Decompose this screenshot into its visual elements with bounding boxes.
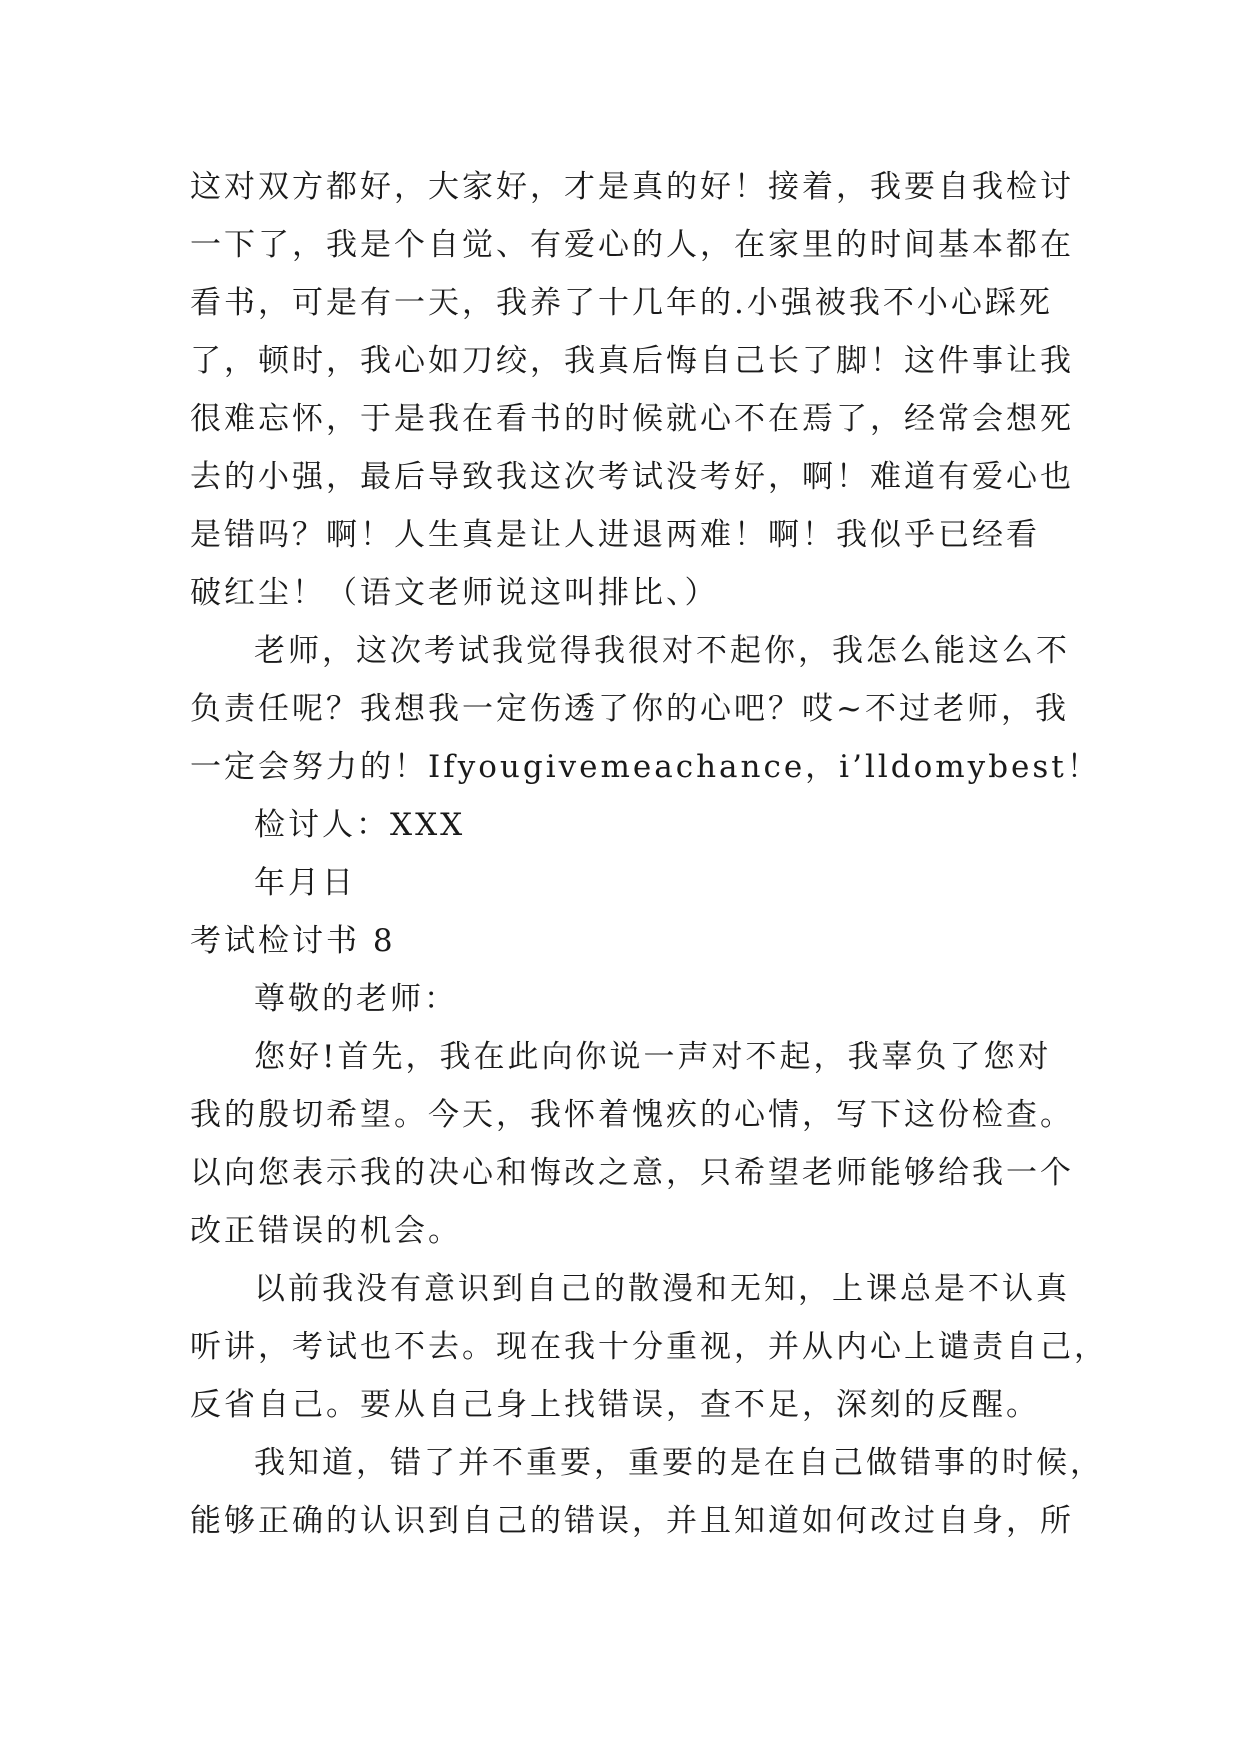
- text-line: 这对双方都好，大家好，才是真的好！接着，我要自我检讨: [190, 169, 1074, 205]
- text-line: 一下了，我是个自觉、有爱心的人，在家里的时间基本都在: [190, 227, 1074, 263]
- paragraph: [190, 1434, 1104, 1550]
- text-line: 很难忘怀，于是我在看书的时候就心不在焉了，经常会想死: [190, 401, 1074, 437]
- section-title: 考试检讨书 8: [190, 923, 396, 959]
- text-line: 是错吗？啊！人生真是让人进退两难！啊！我似乎已经看: [190, 517, 1040, 553]
- text-line: 看书，可是有一天，我养了十几年的.小强被我不小心踩死: [190, 285, 1053, 321]
- date-line: [190, 854, 1062, 912]
- text-line: 老师，这次考试我觉得我很对不起你，我怎么能这么不: [254, 633, 1070, 669]
- text-line: 一定会努力的！Ifyougivemeachance，i’lldomybest！: [190, 749, 1101, 785]
- text-line: 能够正确的认识到自己的错误，并且知道如何改过自身，所: [190, 1503, 1074, 1539]
- signature-line: [190, 796, 1062, 854]
- text-line: 以向您表示我的决心和悔改之意，只希望老师能够给我一个: [190, 1155, 1074, 1191]
- text-line: 破红尘！（语文老师说这叫排比、）: [190, 575, 719, 611]
- text-line: 我的殷切希望。今天，我怀着愧疚的心情，写下这份检查。: [190, 1097, 1074, 1133]
- salutation: [190, 970, 1062, 1028]
- paragraph: [190, 1028, 1074, 1260]
- text-line: 我知道，错了并不重要，重要的是在自己做错事的时候，: [254, 1445, 1104, 1481]
- text-line: 了，顿时，我心如刀绞，我真后悔自己长了脚！这件事让我: [190, 343, 1074, 379]
- paragraph: [190, 158, 1074, 622]
- text-line: 您好!首先，我在此向你说一声对不起，我辜负了您对: [254, 1039, 1052, 1075]
- paragraph: [190, 622, 1101, 796]
- document-body: [190, 158, 1108, 1550]
- text-line: 负责任呢？我想我一定伤透了你的心吧？哎~不过老师，我: [190, 691, 1069, 727]
- text-line: 听讲，考试也不去。现在我十分重视，并从内心上谴责自己，: [190, 1329, 1108, 1365]
- date-text: 年月日: [254, 865, 356, 901]
- signature-text: 检讨人：XXX: [254, 807, 466, 843]
- text-line: 去的小强，最后导致我这次考试没考好，啊！难道有爱心也: [190, 459, 1074, 495]
- section-heading: [190, 912, 1062, 970]
- paragraph: [190, 1260, 1108, 1434]
- text-line: 改正错误的机会。: [190, 1213, 462, 1249]
- salutation-text: 尊敬的老师：: [254, 981, 458, 1017]
- text-line: 反省自己。要从自己身上找错误，查不足，深刻的反醒。: [190, 1387, 1040, 1423]
- text-line: 以前我没有意识到自己的散漫和无知，上课总是不认真: [254, 1271, 1070, 1307]
